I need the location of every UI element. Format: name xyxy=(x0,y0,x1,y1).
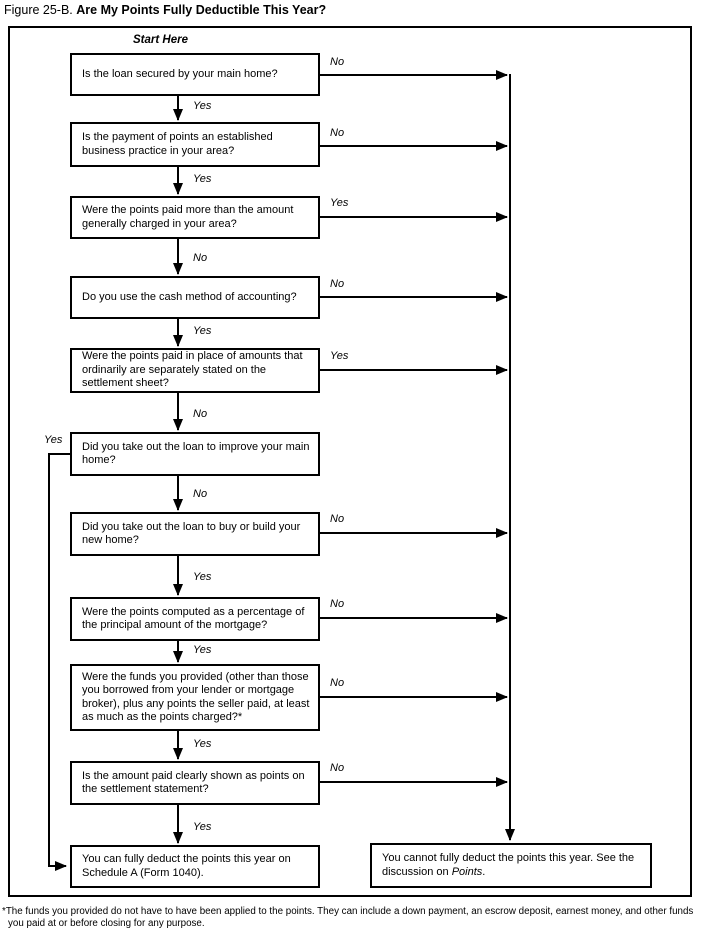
connector-label-no: No xyxy=(330,56,345,68)
question-text: Is the loan secured by your main home? xyxy=(82,67,278,80)
connector-label-yes: Yes xyxy=(44,434,63,446)
outcome-line2-suffix: . xyxy=(482,865,486,878)
question-box-funds-provided xyxy=(70,664,320,731)
figure-title xyxy=(4,3,326,17)
outcome-points-reference: Points xyxy=(451,865,483,878)
question-text: Is the payment of points an established business practice in your area? xyxy=(82,131,273,157)
connector-label-yes: Yes xyxy=(330,197,349,209)
outcome-line1: You cannot fully deduct the points this year. See the xyxy=(382,852,635,865)
connector-label-yes: Yes xyxy=(330,350,349,362)
connector-label-no: No xyxy=(330,513,345,525)
question-text: Were the points computed as a percentage of the principal amount of the mortgage? xyxy=(82,605,305,631)
outcome-text: You can fully deduct the points this year on Schedule A (Form 1040). xyxy=(82,853,291,879)
question-box-loan-buy-build-home xyxy=(70,512,320,556)
figure-number: Figure 25-B. xyxy=(4,3,73,17)
outcome-line2-prefix: discussion on xyxy=(382,865,452,878)
connector-label-no: No xyxy=(330,677,345,689)
connector-label-yes: Yes xyxy=(193,100,212,112)
connector-label-yes: Yes xyxy=(193,173,212,185)
connector-label-yes: Yes xyxy=(193,821,212,833)
connector-label-no: No xyxy=(193,488,208,500)
question-text: Were the points paid more than the amount generally charged in your area? xyxy=(82,204,294,230)
question-box-established-practice xyxy=(70,122,320,167)
connector-label-no: No xyxy=(330,127,345,139)
outcome-box-not-fully-deductible xyxy=(370,843,652,888)
question-text: Is the amount paid clearly shown as points on the settlement statement? xyxy=(82,769,305,795)
connector-label-no: No xyxy=(330,278,345,290)
connector-label-no: No xyxy=(330,762,345,774)
question-text: Did you take out the loan to buy or build your new home? xyxy=(82,520,301,546)
connector-label-yes: Yes xyxy=(193,325,212,337)
question-text: Do you use the cash method of accounting? xyxy=(82,290,297,303)
question-text: Did you take out the loan to improve your main home? xyxy=(82,440,310,466)
connector-label-yes: Yes xyxy=(193,644,212,656)
question-box-loan-secured xyxy=(70,53,320,96)
connector-label-yes: Yes xyxy=(193,571,212,583)
question-box-clearly-shown-as-points xyxy=(70,761,320,805)
start-here-label: Start Here xyxy=(133,34,188,46)
footnote: *The funds you provided do not have to have been applied to the points. They can include a down payment, an escrow deposit, earnest money, and other funds you paid at or before closing for any purpose. xyxy=(2,906,694,929)
connector-label-no: No xyxy=(330,598,345,610)
outcome-text xyxy=(382,852,634,879)
connector-label-no: No xyxy=(193,252,208,264)
question-text: Were the points paid in place of amounts that ordinarily are separately stated on the settlement sheet? xyxy=(82,350,303,390)
connector-label-yes: Yes xyxy=(193,738,212,750)
question-box-loan-improve-home xyxy=(70,432,320,476)
question-text: Were the funds you provided (other than those you borrowed from your lender or mortgage broker), plus any points the seller paid, at least as much as the points charged?* xyxy=(82,670,310,723)
question-box-points-in-place-of-amounts xyxy=(70,348,320,393)
question-box-cash-method xyxy=(70,276,320,319)
question-box-points-more-than-amount xyxy=(70,196,320,239)
connector-label-no: No xyxy=(193,408,208,420)
question-box-percentage-of-principal xyxy=(70,597,320,641)
outcome-box-fully-deductible xyxy=(70,845,320,888)
figure-heading: Are My Points Fully Deductible This Year? xyxy=(76,3,327,17)
